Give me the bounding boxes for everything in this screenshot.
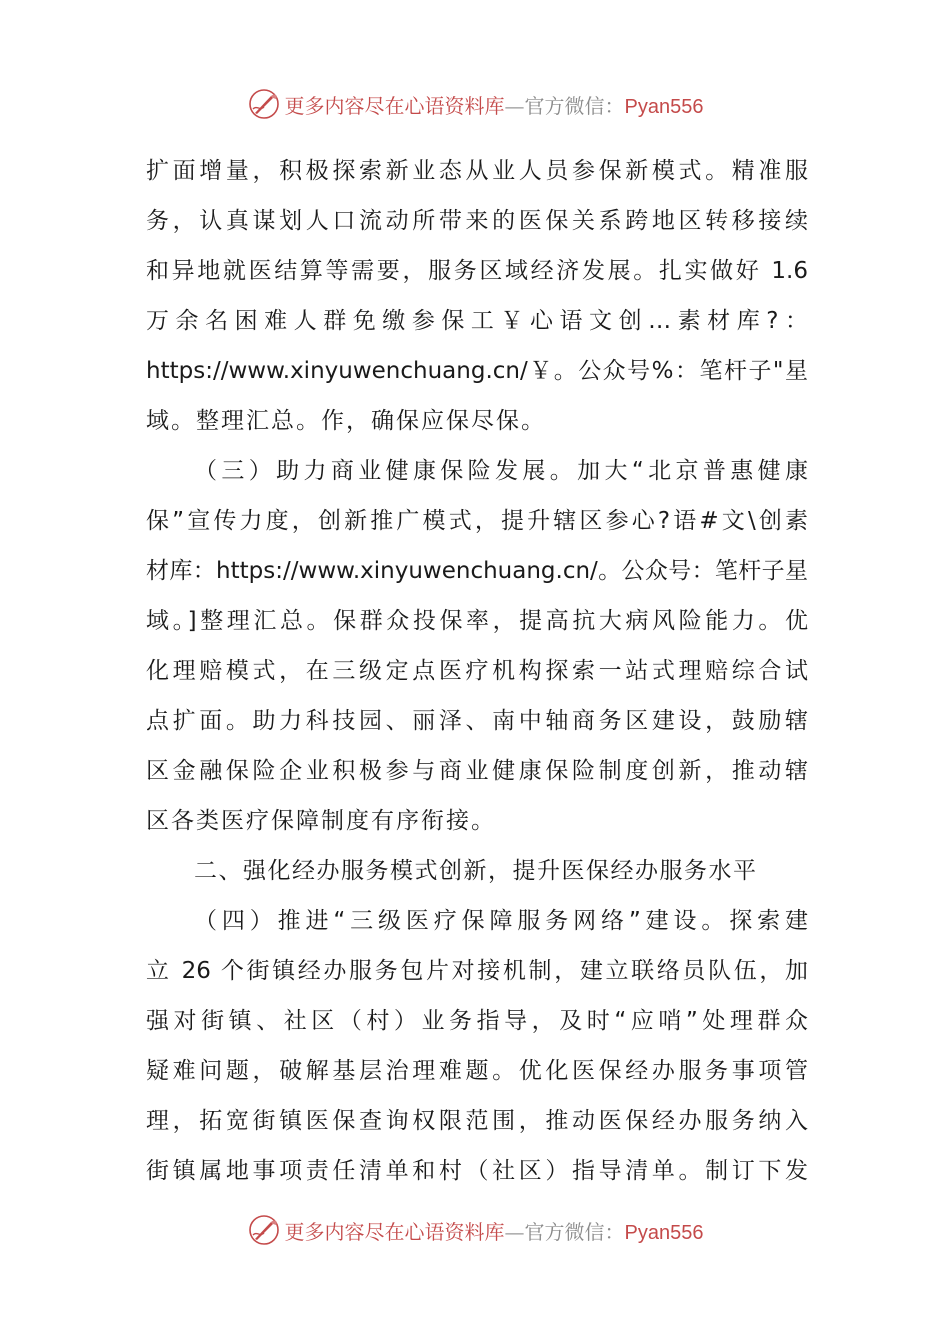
header-separator: — (504, 93, 525, 118)
document-body (146, 146, 808, 1196)
body-line: 化理赔模式，在三级定点医疗机构探索一站式理赔综合试 (146, 658, 808, 684)
body-line: 域。整理汇总。作，确保应保尽保。 (146, 408, 546, 434)
body-line: 疑难问题，破解基层治理难题。优化医保经办服务事项管 (146, 1058, 808, 1084)
footer-separator: — (504, 1219, 525, 1244)
section-paragraph-start: （四）推进“三级医疗保障服务网络”建设。探索建 (194, 908, 808, 934)
body-line: 强对街镇、社区（村）业务指导，及时“应哨”处理群众 (146, 1008, 808, 1034)
body-line: 域。]整理汇总。保群众投保率，提高抗大病风险能力。优 (146, 608, 808, 634)
body-line: 万余名困难人群免缴参保工￥心语文创…素材库?： (146, 308, 808, 334)
body-line: 点扩面。助力科技园、丽泽、南中轴商务区建设，鼓励辖 (146, 708, 808, 734)
section-heading: 二、强化经办服务模式创新，提升医保经办服务水平 (194, 858, 758, 884)
footer-handle: Pyan556 (624, 1221, 704, 1244)
body-line: 区各类医疗保障制度有序衔接。 (146, 808, 496, 834)
body-line-link: https://www.xinyuwenchuang.cn/￥。公众号%：笔杆子"星 (146, 358, 808, 384)
body-line: 保”宣传力度，创新推广模式，提升辖区参心?语#文\创素 (146, 508, 808, 534)
header-handle: Pyan556 (624, 95, 704, 118)
footer-brand: 更多内容尽在心语资料库 (284, 1219, 505, 1244)
body-line: 立 26 个街镇经办服务包片对接机制，建立联络员队伍，加 (146, 958, 808, 984)
header-text (285, 90, 704, 119)
body-line: 理，拓宽街镇医保查询权限范围，推动医保经办服务纳入 (146, 1108, 808, 1134)
body-line: 街镇属地事项责任清单和村（社区）指导清单。制订下发 (146, 1158, 808, 1184)
body-line-link: 材库：https://www.xinyuwenchuang.cn/。公众号：笔杆子星 (146, 558, 808, 584)
body-line: 务，认真谋划人口流动所带来的医保关系跨地区转移接续 (146, 208, 808, 234)
body-line: 扩面增量，积极探索新业态从业人员参保新模式。精准服 (146, 158, 808, 184)
quill-logo-icon (247, 87, 281, 121)
quill-logo-icon (247, 1213, 281, 1247)
section-paragraph-start: （三）助力商业健康保险发展。加大“北京普惠健康 (194, 458, 808, 484)
footer-banner (0, 1210, 950, 1250)
footer-official-label: 官方微信： (524, 1219, 625, 1244)
header-official-label: 官方微信： (524, 93, 625, 118)
header-brand: 更多内容尽在心语资料库 (284, 93, 505, 118)
header-banner (0, 84, 950, 124)
footer-text (285, 1216, 704, 1245)
body-line: 和异地就医结算等需要，服务区域经济发展。扎实做好 1.6 (146, 258, 808, 284)
body-line: 区金融保险企业积极参与商业健康保险制度创新，推动辖 (146, 758, 808, 784)
